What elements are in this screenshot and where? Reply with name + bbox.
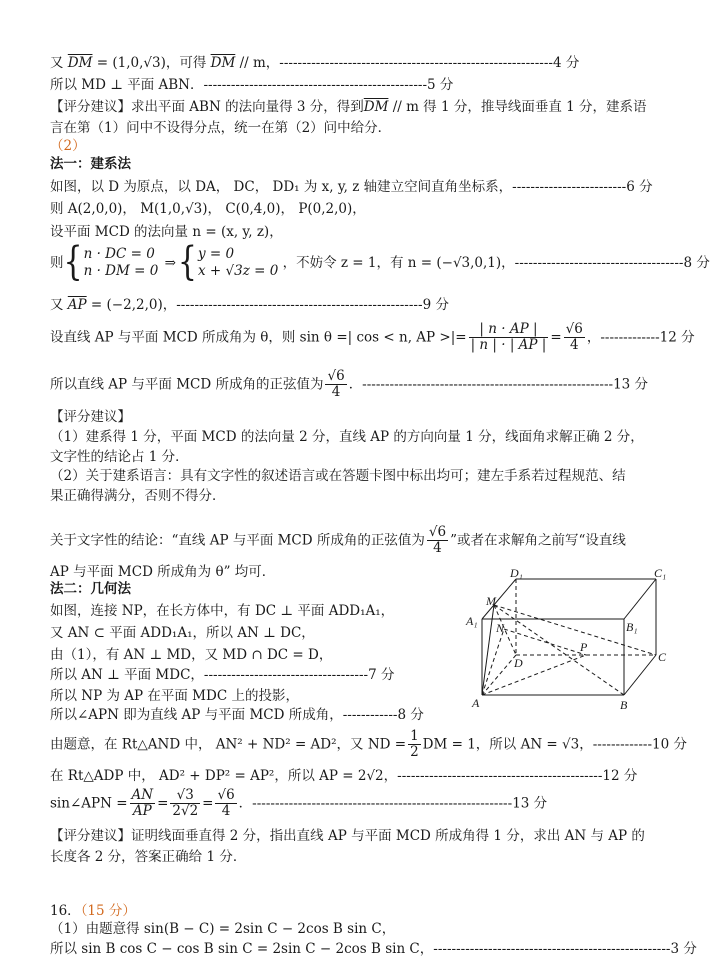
scoring-2-line-2: 文字性的结论占 1 分．	[50, 449, 189, 465]
line-coordinate-system: 如图，以 D 为原点，以 DA， DC， DD₁ 为 x, y, z 轴建立空间直角坐标系，-------------------------6 分	[50, 179, 653, 195]
scoring-2-title: 【评分建议】	[50, 409, 131, 425]
method-1-heading: 法一：建系法	[50, 156, 131, 172]
scoring-2-line-4: 果正确得满分，否则不得分．	[50, 488, 226, 504]
scoring-2-line-3: （2）关于建系语言：具有文字性的叙述语言或在答题卡图中标出均可；建左手系若过程规范、结	[50, 468, 626, 484]
brace-left: {	[63, 239, 83, 286]
method-2-line-7: 由题意，在 Rt△AND 中， AN² + ND² = AD²，又 ND = $\frac{1}{2}$ DM = 1，所以 AN = √3，-------------10 分	[50, 728, 688, 760]
label-a1: A₁	[466, 614, 478, 628]
question-16-header: 16．（15 分）	[50, 903, 136, 919]
line-md-perp: 所以 MD ⊥ 平面 ABN．-------------------------------------------------5 分	[50, 77, 454, 93]
edge-da	[482, 655, 516, 695]
line-text-conclusion: 关于文字性的结论：“直线 AP 与平面 MCD 所成角的正弦值为 $\frac{√6}{4}$ ”或者在求解角之前写“设直线	[50, 524, 626, 556]
line-scoring-1b: 言在第（1）问中不设得分点，统一在第（2）问中给分．	[50, 120, 392, 136]
part-2-label: （2）	[50, 138, 86, 154]
line-equation-system: 则{ n · DC = 0 n · DM = 0 ⇒{ y = 0 x + √3z = 0 ，不妨令 z = 1，有 n = (−√3,0,1)，-------------------------------------8 分	[50, 239, 710, 286]
label-d1: D₁	[510, 569, 523, 580]
line-sin-theta: 设直线 AP 与平面 MCD 所成角为 θ，则 sin θ =| cos < n, AP >|= $\frac{| n \cdot AP |}{| n | \cdot | AP |}$ = $\frac{√6}{4}$ ，-------------12 分	[50, 321, 695, 353]
label-b: B	[620, 698, 628, 711]
label-a: A	[472, 696, 480, 710]
line-vector-ap: 又 $\overline{AP} = (-2,2,0)$，------------------------------------------------------9 分	[50, 297, 449, 313]
label-d: D	[514, 656, 523, 670]
label-n: N	[496, 621, 505, 635]
edge-bc	[624, 655, 656, 695]
segment-ap	[482, 655, 586, 695]
line-normal-vector: 设平面 MCD 的法向量 n = (x, y, z)，	[50, 224, 283, 240]
method-2-line-9: sin∠APN = $\frac{AN}{AP}$ = $\frac{√3}{2√2}$ = $\frac{√6}{4}$ ．---------------------------------------------------------13 分	[50, 787, 548, 819]
method-2-line-1: 如图，连接 NP，在长方体中，有 DC ⊥ 平面 ADD₁A₁，	[50, 603, 395, 619]
brace-right: {	[177, 239, 197, 286]
line-text-conclusion-2: AP 与平面 MCD 所成角为 θ” 均可．	[50, 564, 276, 580]
method-2-line-5: 所以 NP 为 AP 在平面 MDC 上的投影，	[50, 688, 299, 704]
question-16-line-1: （1）由题意得 sin(B − C) = 2sin C − 2cos B sin C，	[50, 921, 396, 937]
method-2-line-3: 由（1），有 AN ⊥ MD，又 MD ∩ DC = D，	[50, 647, 333, 663]
method-2-line-8: 在 Rt△ADP 中， AD² + DP² = AP²，所以 AP = 2√2，---------------------------------------------12 分	[50, 768, 638, 784]
label-c1: C₁	[654, 569, 667, 580]
method-2-line-6: 所以∠APN 即为直线 AP 与平面 MCD 所成角，------------8 分	[50, 707, 424, 723]
cuboid-figure	[458, 569, 678, 711]
line-sine-result: 所以直线 AP 与平面 MCD 所成角的正弦值为 $\frac{√6}{4}$ ．-------------------------------------------------------13 分	[50, 368, 649, 400]
label-p: P	[580, 640, 588, 654]
method-2-heading: 法二：几何法	[50, 581, 131, 597]
label-m: M	[486, 594, 496, 608]
scoring-2-line-1: （1）建系得 1 分，平面 MCD 的法向量 2 分，直线 AP 的方向向量 1 分，线面角求解正确 2 分，	[50, 429, 644, 445]
label-b1: B₁	[626, 620, 638, 634]
line-coordinates: 则 A(2,0,0)， M(1,0,√3)， C(0,4,0)， P(0,2,0)，	[50, 201, 366, 217]
method-2-line-4: 所以 AN ⊥ 平面 MDC，------------------------------------7 分	[50, 667, 395, 683]
scoring-3-line-2: 长度各 2 分，答案正确给 1 分．	[50, 849, 247, 865]
label-c: C	[658, 650, 667, 664]
segment-an	[482, 629, 504, 695]
line-scoring-1: 【评分建议】求出平面 ABN 的法向量得 3 分，得到$\overline{DM}$ // m 得 1 分，推导线面垂直 1 分，建系语	[50, 99, 647, 115]
method-2-line-2: 又 AN ⊂ 平面 ADD₁A₁，所以 AN ⊥ DC，	[50, 625, 315, 641]
edge-c1b1	[624, 579, 656, 619]
line-vector-dm: 又 $\overline{DM} = (1,0,√3)$，可得 $\overline{DM}$ // m，------------------------------------------------------------4 分	[50, 55, 580, 71]
scoring-3-line-1: 【评分建议】证明线面垂直得 2 分，指出直线 AP 与平面 MCD 所成角得 1 分，求出 AN 与 AP 的	[50, 828, 645, 844]
question-16-line-2: 所以 sin B cos C − cos B sin C = 2sin C − 2cos B sin C，----------------------------------------------------3 分	[50, 941, 697, 957]
